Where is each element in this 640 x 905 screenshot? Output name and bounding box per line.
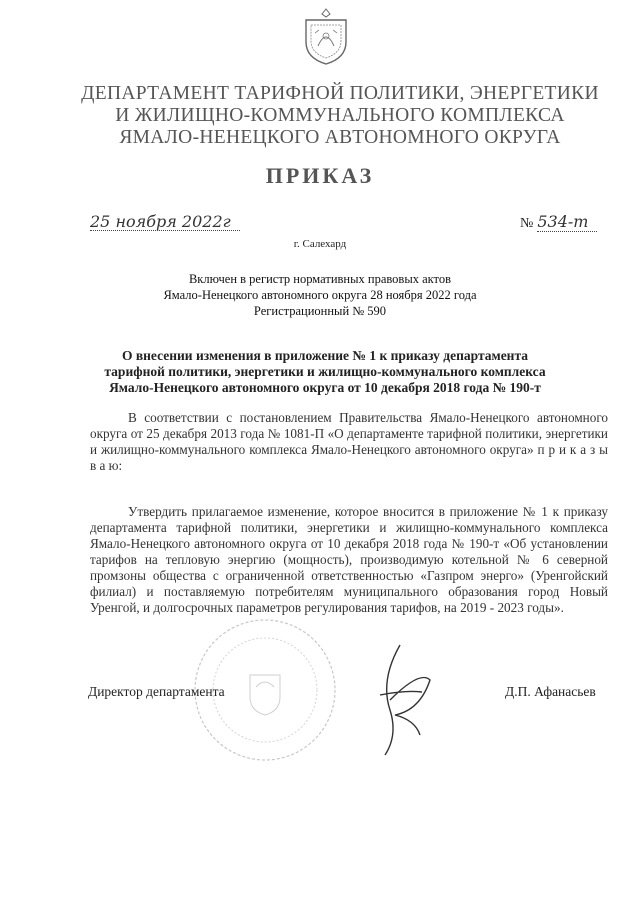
body-paragraph-preamble: В соответствии с постановлением Правительства Ямало-Ненецкого автономного округа от 25 декабря 2013 года № 1081-П «О департаменте тарифной политики, энергетики и жилищно-коммунального комплекса Ямало-Ненецкого автономного округа» п р и к а з ы в а ю:: [90, 410, 608, 473]
date-handwritten: 25 ноября 2022г: [90, 212, 231, 231]
number-field: [520, 212, 610, 230]
city: г. Салехард: [293, 238, 347, 250]
registration-line-1: Включен в регистр нормативных правовых актов: [188, 272, 452, 286]
registration-line-2: Ямало-Ненецкого автономного округа 28 ноября 2022 года: [163, 288, 477, 302]
department-name-line-2: И ЖИЛИЩНО-КОММУНАЛЬНОГО КОМПЛЕКСА: [115, 105, 565, 126]
subject-line-1: О внесении изменения в приложение № 1 к приказу департамента: [121, 348, 529, 363]
signatory-position: Директор департамента: [88, 684, 225, 699]
handwritten-signature: [360, 640, 440, 760]
date-field: [90, 212, 240, 231]
department-name-line-3: ЯМАЛО-НЕНЕЦКОГО АВТОНОМНОГО ОКРУГА: [119, 127, 561, 148]
document-type-title: ПРИКАЗ: [265, 163, 375, 188]
department-name-line-1: ДЕПАРТАМЕНТ ТАРИФНОЙ ПОЛИТИКИ, ЭНЕРГЕТИКИ: [81, 83, 599, 104]
body-paragraph-order: Утвердить прилагаемое изменение, которое вносится в приложение № 1 к приказу департамента тарифной политики, энергетики и жилищно-коммунального комплекса Ямало-Ненецкого автономного округа от 10 декабря 2018 года № 190-т «Об установлении тарифов на тепловую энергию (мощность), производимую котельной № 6 северной промзоны общества с ограниченной ответственностью «Газпром энерго» (Уренгойский филиал) и поставляемую потребителям муниципального образования город Новый Уренгой, и долгосрочных параметров регулирования тарифов, на 2019 - 2023 годы».: [90, 504, 608, 615]
number-label: №: [520, 216, 534, 231]
subject-line-3: Ямало-Ненецкого автономного округа от 10 декабря 2018 года № 190-т: [109, 380, 541, 395]
registration-line-3: Регистрационный № 590: [253, 304, 387, 318]
subject-line-2: тарифной политики, энергетики и жилищно-коммунального комплекса: [104, 364, 546, 379]
signatory-name: Д.П. Афанасьев: [505, 684, 596, 699]
coat-of-arms-emblem: [300, 6, 352, 66]
number-handwritten: 534-т: [537, 212, 597, 232]
